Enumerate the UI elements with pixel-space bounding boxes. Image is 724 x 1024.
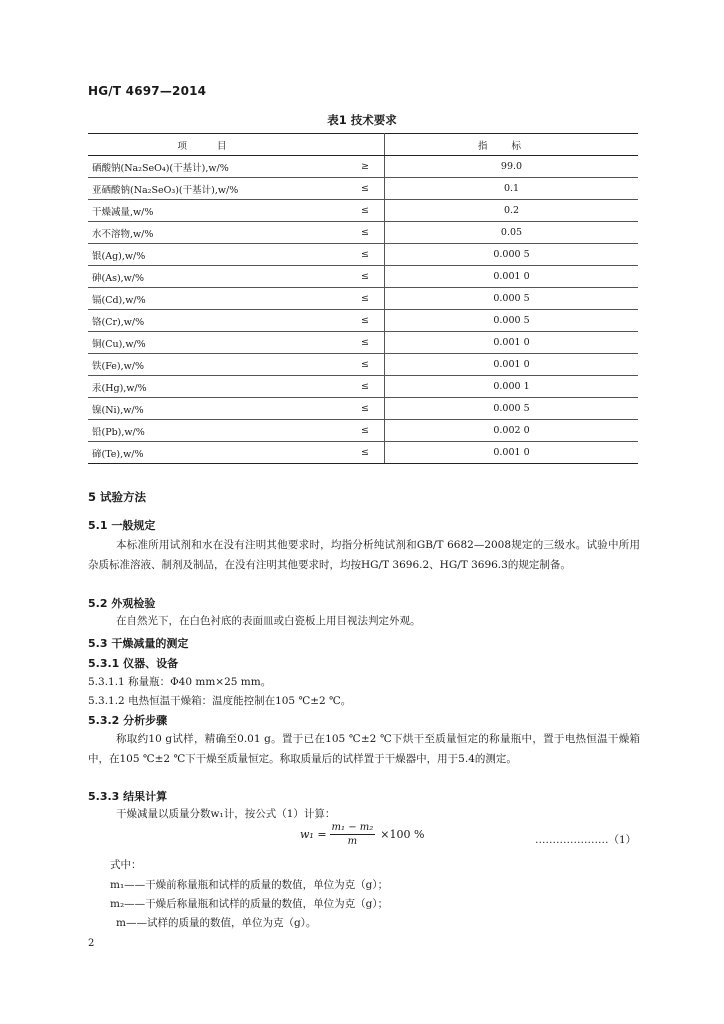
row-item: 砷(As),w/% (88, 266, 346, 288)
row-value: 0.001 0 (385, 266, 639, 288)
formula-1 (300, 822, 424, 847)
table-row (88, 442, 638, 464)
row-value: 0.1 (385, 178, 639, 200)
row-value: 0.001 0 (385, 442, 639, 464)
row-item: 硒酸钠(Na₂SeO₄)(干基计),w/% (88, 156, 346, 178)
table-row (88, 222, 638, 244)
formula-denominator: m (347, 836, 358, 847)
row-operator: ≤ (346, 442, 385, 464)
row-operator: ≤ (346, 266, 385, 288)
row-value: 0.002 0 (385, 420, 639, 442)
table-row (88, 156, 638, 178)
row-operator: ≤ (346, 420, 385, 442)
formula-fraction (330, 822, 376, 847)
row-item: 汞(Hg),w/% (88, 376, 346, 398)
table-row (88, 376, 638, 398)
table-row (88, 332, 638, 354)
where-item: m——试样的质量的数值，单位为克（g）。 (116, 917, 317, 929)
row-value: 0.000 5 (385, 310, 639, 332)
table-row (88, 420, 638, 442)
row-value: 0.000 5 (385, 288, 639, 310)
row-value: 0.000 5 (385, 244, 639, 266)
section-heading-5-3-1: 5.3.1 仪器、设备 (88, 657, 179, 670)
column-header-value: 指标 (385, 134, 639, 156)
where-item: m₁——干燥前称量瓶和试样的质量的数值，单位为克（g）； (110, 879, 389, 891)
paragraph-5-3-2: 称取约10 g试样，精确至0.01 g。置于已在105 ℃±2 ℃下烘干至质量恒定的称量瓶中，置于电热恒温干燥箱中，在105 ℃±2 ℃下干燥至质量恒定。称取质量后的试样置于干燥器中，用于5.4的测定。 (88, 733, 640, 765)
paragraph-5-2: 在自然光下，在白色衬底的表面皿或白瓷板上用目视法判定外观。 (116, 615, 421, 627)
row-item: 亚硒酸钠(Na₂SeO₃)(干基计),w/% (88, 178, 346, 200)
where-intro: 式中： (110, 859, 142, 871)
row-item: 铁(Fe),w/% (88, 354, 346, 376)
row-value: 0.05 (385, 222, 639, 244)
formula-rest: ×100 % (380, 828, 425, 841)
table-row (88, 398, 638, 420)
table-row (88, 244, 638, 266)
table-row (88, 178, 638, 200)
row-item: 碲(Te),w/% (88, 442, 346, 464)
row-item: 铜(Cu),w/% (88, 332, 346, 354)
table-caption: 表1 技术要求 (327, 113, 397, 127)
section-heading-5-2: 5.2 外观检验 (88, 597, 156, 610)
clause-5-3-1-2: 5.3.1.2 电热恒温干燥箱：温度能控制在105 ℃±2 ℃。 (88, 695, 352, 707)
row-operator: ≤ (346, 376, 385, 398)
row-operator: ≤ (346, 178, 385, 200)
row-item: 铅(Pb),w/% (88, 420, 346, 442)
row-value: 0.001 0 (385, 332, 639, 354)
section-heading-5-3-3: 5.3.3 结果计算 (88, 790, 168, 803)
column-header-item: 项目 (88, 134, 346, 156)
page-number: 2 (88, 938, 95, 949)
row-value: 0.000 1 (385, 376, 639, 398)
row-operator: ≤ (346, 200, 385, 222)
row-operator: ≥ (346, 156, 385, 178)
row-operator: ≤ (346, 332, 385, 354)
formula-number: …………………（1） (535, 834, 637, 846)
formula-numerator: m₁ − m₂ (331, 822, 374, 833)
table-row (88, 354, 638, 376)
section-heading-5-1: 5.1 一般规定 (88, 519, 156, 532)
row-operator: ≤ (346, 222, 385, 244)
section-heading-5-3: 5.3 干燥减量的测定 (88, 637, 189, 650)
table-row (88, 200, 638, 222)
row-operator: ≤ (346, 398, 385, 420)
table-row (88, 310, 638, 332)
row-item: 水不溶物,w/% (88, 222, 346, 244)
row-operator: ≤ (346, 310, 385, 332)
row-operator: ≤ (346, 288, 385, 310)
section-heading-5: 5 试验方法 (88, 490, 147, 504)
where-item: m₂——干燥后称量瓶和试样的质量的数值，单位为克（g）； (110, 898, 389, 910)
table-row (88, 266, 638, 288)
row-value: 0.001 0 (385, 354, 639, 376)
row-operator: ≤ (346, 354, 385, 376)
column-header-spacer (346, 134, 385, 156)
formula-intro: 干燥减量以质量分数w₁计，按公式（1）计算： (116, 808, 336, 820)
row-value: 0.2 (385, 200, 639, 222)
row-value: 99.0 (385, 156, 639, 178)
row-item: 铬(Cr),w/% (88, 310, 346, 332)
row-item: 镍(Ni),w/% (88, 398, 346, 420)
technical-requirements-table (88, 133, 638, 464)
table-row (88, 288, 638, 310)
clause-5-3-1-1: 5.3.1.1 称量瓶：Φ40 mm×25 mm。 (88, 676, 272, 688)
formula-lhs: w₁ = (300, 828, 327, 841)
paragraph-5-1: 本标准所用试剂和水在没有注明其他要求时，均指分析纯试剂和GB/T 6682—2008规定的三级水。试验中所用杂质标准溶液、制剂及制品，在没有注明其他要求时，均按HG/T 3696.2、HG/T 3696.3的规定制备。 (88, 539, 640, 571)
row-item: 银(Ag),w/% (88, 244, 346, 266)
row-value: 0.000 5 (385, 398, 639, 420)
row-item: 镉(Cd),w/% (88, 288, 346, 310)
row-operator: ≤ (346, 244, 385, 266)
table-header-row (88, 134, 638, 156)
standard-code: HG/T 4697—2014 (88, 84, 207, 98)
section-heading-5-3-2: 5.3.2 分析步骤 (88, 714, 168, 727)
row-item: 干燥减量,w/% (88, 200, 346, 222)
